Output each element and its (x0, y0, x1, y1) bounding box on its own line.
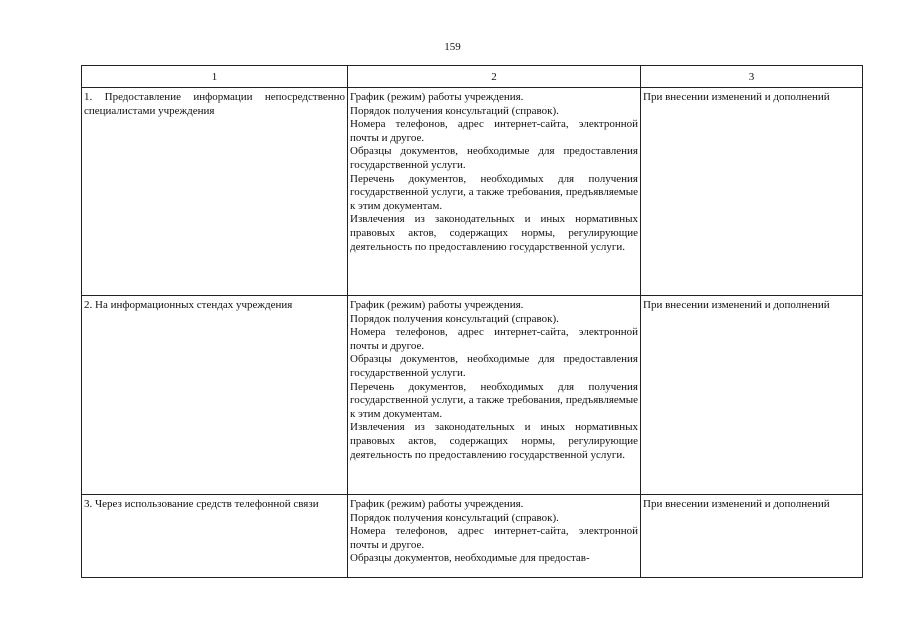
update-cell: При внесении изменений и дополнений (641, 495, 863, 578)
info-paragraph: Порядок получения консультаций (справок). (350, 104, 559, 117)
table-row (82, 296, 863, 495)
info-paragraph: Номера телефонов, адрес интернет-сайта, электронной почты и другое. (350, 326, 638, 352)
info-paragraph: Порядок получения консультаций (справок). (350, 511, 559, 524)
info-cell (348, 88, 641, 296)
table-row (82, 88, 863, 296)
method-cell: 3. Через использование средств телефонной связи (82, 495, 348, 578)
info-paragraph: Извлечения из законодательных и иных нормативных правовых актов, содержащих нормы, регулирующие деятельность по предоставлению государственной услуги. (350, 213, 638, 253)
update-cell: При внесении изменений и дополнений (641, 296, 863, 495)
information-table (81, 65, 863, 578)
info-paragraph: Номера телефонов, адрес интернет-сайта, электронной почты и другое. (350, 525, 638, 551)
info-paragraph: Извлечения из законодательных и иных нормативных правовых актов, содержащих нормы, регулирующие деятельность по предоставлению государственной услуги. (350, 421, 638, 461)
info-cell (348, 296, 641, 495)
info-cell (348, 495, 641, 578)
info-paragraph: Перечень документов, необходимых для получения государственной услуги, а также требования, предъявляемые к этим документам. (350, 380, 638, 420)
table-header-row (82, 66, 863, 88)
info-paragraph: Номера телефонов, адрес интернет-сайта, электронной почты и другое. (350, 118, 638, 144)
info-paragraph: Образцы документов, необходимые для предоставления государственной услуги. (350, 145, 638, 171)
column-header-1: 1 (82, 66, 348, 88)
info-paragraph: График (режим) работы учреждения. (350, 299, 524, 311)
info-paragraph: График (режим) работы учреждения. (350, 91, 524, 103)
info-paragraph: Образцы документов, необходимые для предостав- (350, 552, 590, 565)
method-cell: 1. Предоставление информации непосредственно специалистами учреждения (82, 88, 348, 296)
info-paragraph: Образцы документов, необходимые для предоставления государственной услуги. (350, 353, 638, 379)
method-cell: 2. На информационных стендах учреждения (82, 296, 348, 495)
column-header-2: 2 (348, 66, 641, 88)
info-paragraph: Перечень документов, необходимых для получения государственной услуги, а также требования, предъявляемые к этим документам. (350, 172, 638, 212)
update-cell: При внесении изменений и дополнений (641, 88, 863, 296)
column-header-3: 3 (641, 66, 863, 88)
info-paragraph: Порядок получения консультаций (справок). (350, 312, 559, 325)
table-row (82, 495, 863, 578)
info-paragraph: График (режим) работы учреждения. (350, 498, 524, 510)
page-number: 159 (444, 41, 461, 53)
